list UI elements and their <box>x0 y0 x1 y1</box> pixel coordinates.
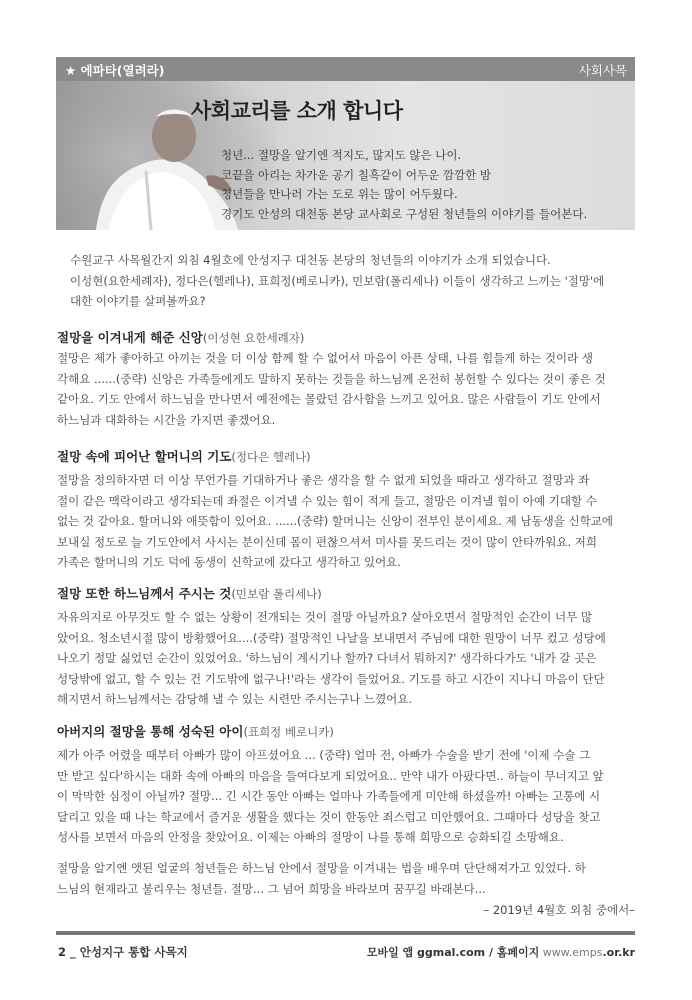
footer-links <box>367 944 635 960</box>
intro-paragraph <box>70 250 604 312</box>
section-heading <box>57 584 322 602</box>
body-line: 절망은 제가 좋아하고 아끼는 것을 더 이상 함께 할 수 없어서 마음이 아픈 상태, 나를 힘들게 하는 것이라 생 <box>57 351 594 365</box>
category-label: 사회사목 <box>578 63 627 78</box>
banner-line: 코끝을 아리는 차가운 공기 칠흑같이 어두운 깜깜한 밤 <box>221 167 491 182</box>
section-body <box>57 607 637 710</box>
body-line: 없는 것 같아요. 할머니와 애뜻함이 있어요. ......(중략) 할머니는 신앙이 전부인 분이세요. 제 남동생을 신학교에 <box>57 514 613 528</box>
section-title: 절망 속에 피어난 할머니의 기도 <box>57 449 232 464</box>
intro-line: 수원교구 사목월간지 외침 4월호에 안성지구 대천동 본당의 청년들의 이야기가 소개 되었습니다. <box>70 253 551 267</box>
banner-line: 청년들을 만나러 가는 도로 위는 많이 어두웠다. <box>221 187 458 201</box>
body-line: 성당밖에 없고, 할 수 있는 건 기도밖에 없구나!'라는 생각이 들었어요. 기도를 하고 시간이 지나니 마음이 단단 <box>57 671 605 686</box>
body-line: 제가 아주 어렸을 때부터 아빠가 많이 아프셨어요 ... (중략) 얼마 전, 아빠가 수술을 받기 전에 '이제 수술 그 <box>57 748 591 762</box>
body-line: 느님의 현재라고 불리우는 청년들. 절망... 그 넘어 희망을 바라보며 꿈꾸길 바래본다... <box>57 881 486 896</box>
closing-paragraph <box>57 858 637 899</box>
section-author: (정다은 헬레나) <box>231 450 311 464</box>
body-line: 았어요. 청소년시절 많이 방황했어요....(중략) 절망적인 나날을 보내면서 주님에 대한 원망이 너무 컸고 성당에 <box>57 630 606 645</box>
body-line: 만 받고 싶다'하시는 대화 속에 아빠의 마음을 들여다보게 되었어요.. 만약 내가 아팠다면.. 하늘이 무너지고 앞 <box>57 768 604 783</box>
section-heading <box>57 328 304 346</box>
header-bar <box>56 57 635 81</box>
section-body <box>57 745 637 848</box>
section-heading <box>57 722 334 740</box>
section-label: ★ 에파타(열려라) <box>65 63 165 78</box>
body-line: 절망을 알기엔 앳된 얼굴의 청년들은 하느님 안에서 절망을 이겨내는 법을 배우며 단단해져가고 있었다. 하 <box>57 861 586 875</box>
body-line: 해지면서 하느님께서는 감당해 낼 수 있는 시련만 주시는구나 느꼈어요. <box>57 692 413 706</box>
banner-line: 청년... 절망을 알기엔 적지도, 많지도 않은 나이. <box>221 148 462 162</box>
section-author: (민보람 폴리세나) <box>231 587 322 601</box>
body-line: 자유의지로 아무것도 할 수 없는 상황이 전개되는 것이 절망 아닐까요? 살아오면서 절망적인 순간이 너무 많 <box>57 610 592 624</box>
body-line: 절망을 정의하자면 더 이상 무언가를 기대하거나 좋은 생각을 할 수 없게 되었을 때라고 생각하고 절망과 좌 <box>57 473 590 487</box>
body-line: 절이 같은 맥락이라고 생각되는데 좌절은 이겨낼 수 있는 힘이 적게 들고, 절망은 이겨낼 힘이 아예 기대할 수 <box>57 493 597 508</box>
section-title: 아버지의 절망을 통해 성숙된 아이 <box>57 724 244 739</box>
footer-url-prefix[interactable]: www. <box>542 946 573 959</box>
source-citation: – 2019년 4월호 외침 중에서– <box>483 903 635 917</box>
banner-title: 사회교리를 소개 합니다 <box>191 99 403 123</box>
footer-url-mid[interactable]: emps <box>572 946 603 959</box>
body-line: 성사를 보면서 마음의 안정을 찾았어요. 이제는 아빠의 절망이 나를 통해 희망으로 승화되길 소망해요. <box>57 830 564 844</box>
footer-divider <box>56 931 635 935</box>
banner-subtitle <box>221 146 587 224</box>
section-author: (표희정 베로니카) <box>243 725 334 739</box>
section-body <box>57 470 637 573</box>
body-line: 달리고 있을 때 나는 학교에서 즐거운 생활을 했다는 것이 한동안 죄스럽고 미안했어요. 그때마다 성당을 찾고 <box>57 809 601 824</box>
section-body <box>57 348 637 430</box>
intro-line: 이성현(요한세례자), 정다은(헬레나), 표희정(베로니카), 민보람(폴리세나) 이들이 생각하고 느끼는 '절망'에 <box>70 273 605 288</box>
page-footer-title: 2 _ 안성지구 통합 사목지 <box>58 945 188 959</box>
section-author: (이성현 요한세례자) <box>202 331 305 345</box>
body-line: 이 막막한 심정이 아닐까? 절망... 긴 시간 동안 아빠는 얼마나 가족들에게 미안해 하셨을까! 아빠는 고통에 시 <box>57 789 601 803</box>
body-line: 보내실 정도로 늘 기도안에서 사시는 분이신데 몸이 편찮으셔서 미사를 못드리는 것이 많이 안타까워요. 저희 <box>57 534 597 549</box>
footer-mobile-app: 모바일 앱 ggmal.com / 홈페이지 <box>366 946 540 959</box>
intro-line: 대한 이야기를 살펴볼까요? <box>70 294 206 308</box>
body-line: 나오기 정말 싫었던 순간이 있었어요. '하느님이 계시기나 할까? 다녀서 뭐하지?' 생각하다가도 '내가 갈 곳은 <box>57 651 597 665</box>
body-line: 가족은 할머니의 기도 덕에 동생이 신학교에 갔다고 생각하고 있어요. <box>57 555 401 569</box>
footer-url-suffix[interactable]: .or.kr <box>602 946 635 959</box>
banner-line: 경기도 안성의 대천동 본당 교사회로 구성된 청년들의 이야기를 들어본다. <box>221 206 588 221</box>
section-title: 절망을 이겨내게 해준 신앙 <box>57 330 203 345</box>
section-heading <box>57 447 311 465</box>
body-line: 각해요 ......(중략) 신앙은 가족들에게도 말하지 못하는 것들을 하느님께 온전히 봉헌할 수 있다는 것이 좋은 것 <box>57 371 606 386</box>
section-title: 절망 또한 하느님께서 주시는 것 <box>57 586 232 601</box>
body-line: 같아요. 기도 안에서 하느님을 만나면서 예전에는 몰랐던 감사함을 느끼고 있어요. 많은 사람들이 기도 안에서 <box>57 392 601 406</box>
body-line: 하느님과 대화하는 시간을 가지면 좋겠어요. <box>57 412 276 427</box>
